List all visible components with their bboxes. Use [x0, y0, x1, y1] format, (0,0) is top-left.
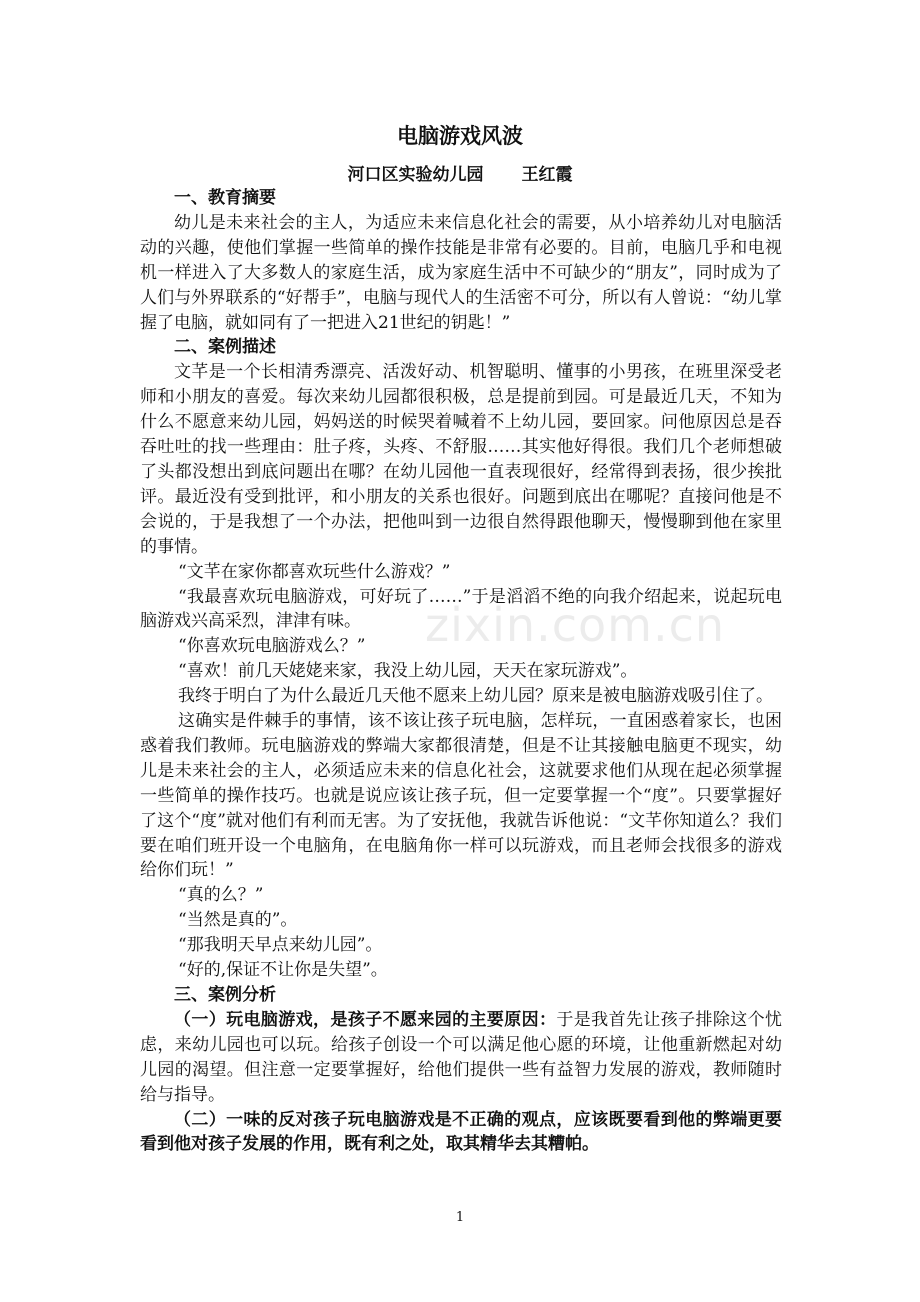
byline — [0, 160, 920, 185]
case-paragraph-3: 这确实是件棘手的事情，该不该让孩子玩电脑，怎样玩，一直困惑着家长，也困惑着我们教师。玩电脑游戏的弊端大家都很清楚，但是不让其接触电脑更不现实，幼儿是未来社会的主人，必须适应未来的信息化社会，这就要求他们从现在起必须掌握一些简单的操作技巧。也就是说应该让孩子玩，但一定要掌握一个“度”。只要掌握好了这个“度”就对他们有利而无害。为了安抚他，我就告诉他说：“文芊你知道么？我们要在咱们班开设一个电脑角，在电脑角你一样可以玩游戏，而且老师会找很多的游戏给你们玩！” — [140, 711, 782, 881]
page-number: 1 — [455, 1210, 465, 1225]
dialogue-line: “好的,保证不让你是失望”。 — [178, 960, 388, 981]
dialogue-line: “那我明天早点来幼儿园”。 — [178, 935, 383, 956]
abstract-paragraph: 幼儿是未来社会的主人，为适应未来信息化社会的需要，从小培养幼儿对电脑活动的兴趣，使他们掌握一些简单的操作技能是非常有必要的。目前，电脑几乎和电视机一样进入了大多数人的家庭生活，成为家庭生活中不可缺少的“朋友”，同时成为了人们与外界联系的“好帮手”，电脑与现代人的生活密不可分，所以有人曾说：“幼儿掌握了电脑，就如同有了一把进入21世纪的钥匙！” — [140, 212, 782, 333]
section-heading-abstract: 一、教育摘要 — [174, 188, 276, 208]
document-title: 电脑游戏风波 — [397, 124, 523, 148]
analysis-point-1-text: 于是我首先让孩子排除这个忧虑，来幼儿园也可以玩。给孩子创设一个可以满足他心愿的环境，让他重新燃起对幼儿园的渴望。但注意一定要掌握好，给他们提供一些有益智力发展的游戏，教师随时给与指导。 — [140, 1009, 783, 1105]
watermark: zixin.com.cn — [425, 598, 726, 652]
analysis-point-1-heading: （一）玩电脑游戏，是孩子不愿来园的主要原因： — [174, 1009, 557, 1030]
document-body — [140, 186, 782, 1157]
dialogue-line: “喜欢！前几天姥姥来家，我没上幼儿园，天天在家玩游戏”。 — [178, 661, 638, 682]
dialogue-line: “你喜欢玩电脑游戏么？” — [178, 636, 366, 657]
dialogue-line: “我最喜欢玩电脑游戏，可好玩了……”于是滔滔不绝的向我介绍起来，说起玩电脑游戏兴高采烈，津津有味。 — [140, 586, 782, 632]
analysis-paragraph-1 — [140, 1008, 782, 1108]
school-name: 河口区实验幼儿园 — [347, 165, 484, 185]
dialogue-line: “当然是真的”。 — [178, 910, 298, 931]
analysis-paragraph-2: （二）一味的反对孩子玩电脑游戏是不正确的观点，应该既要看到他的弊端更要看到他对孩子发展的作用，既有利之处，取其精华去其糟帕。 — [140, 1109, 782, 1155]
case-paragraph-1: 文芊是一个长相清秀漂亮、活泼好动、机智聪明、懂事的小男孩，在班里深受老师和小朋友的喜爱。每次来幼儿园都很积极，总是提前到园。可是最近几天，不知为什么不愿意来幼儿园，妈妈送的时候哭着喊着不上幼儿园，要回家。问他原因总是吞吞吐吐的找一些理由：肚子疼，头疼、不舒服……其实他好得很。我们几个老师想破了头都没想出到底问题出在哪？在幼儿园他一直表现很好，经常得到表扬，很少挨批评。最近没有受到批评，和小朋友的关系也很好。问题到底出在哪呢？直接问他是不会说的，于是我想了一个办法，把他叫到一边很自然得跟他聊天，慢慢聊到他在家里的事情。 — [140, 362, 782, 557]
section-heading-analysis: 三、案例分析 — [174, 985, 276, 1005]
author-name: 王红霞 — [521, 165, 573, 185]
dialogue-line: “文芊在家你都喜欢玩些什么游戏？” — [178, 561, 451, 582]
dialogue-line: “真的么？” — [178, 885, 264, 906]
section-heading-case: 二、案例描述 — [174, 337, 276, 358]
case-paragraph-2: 我终于明白了为什么最近几天他不愿来上幼儿园？原来是被电脑游戏吸引住了。 — [178, 686, 773, 707]
